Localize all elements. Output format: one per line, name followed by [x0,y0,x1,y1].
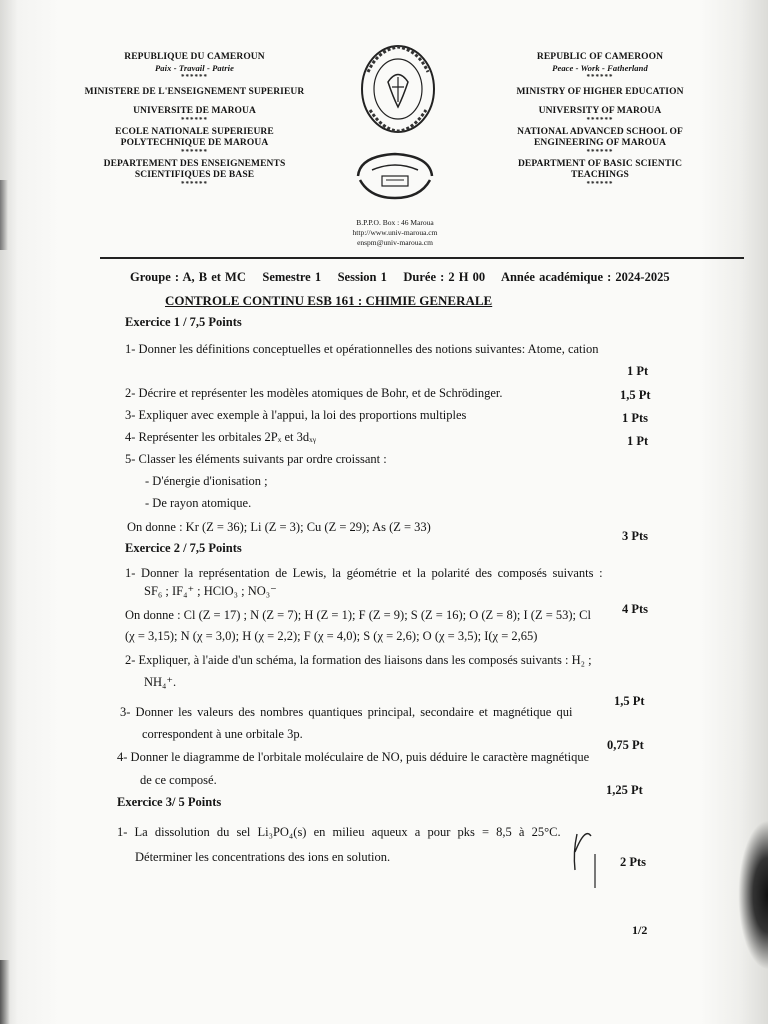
header-divider [100,257,744,259]
ministry-en: MINISTRY OF HIGHER EDUCATION [516,87,684,97]
motto-en: Peace - Work - Fatherland [552,63,648,73]
ex2-q2-cont: NH₄⁺. [144,675,177,689]
ex1-question-2: 2- Décrire et représenter les modèles atomiques de Bohr, et de Schrödinger. [125,386,503,400]
stars: ****** [586,148,614,156]
school-en-line1: NATIONAL ADVANCED SCHOOL OF [517,127,683,137]
website: http://www.univ-maroua.cm [352,228,438,237]
stars: ****** [181,116,208,124]
stars: ****** [586,73,614,81]
po-box: B.P.P.O. Box : 46 Maroua [356,218,434,227]
header-left [72,52,317,188]
dept-fr-line2: SCIENTIFIQUES DE BASE [134,170,255,180]
university-seal-logo [358,42,438,137]
ex2-q3-points: 0,75 Pt [607,738,644,752]
exercise-1-heading: Exercice 1 / 7,5 Points [125,315,242,329]
email: enspm@univ-maroua.cm [357,238,433,247]
stars: ****** [181,180,208,188]
exam-title: CONTROLE CONTINU ESB 161 : CHIMIE GENERALE [165,293,493,308]
ex1-question-3: 3- Expliquer avec exemple à l'appui, la loi des proportions multiples [125,408,467,422]
scan-shadow [738,820,768,970]
scan-shadow [0,960,10,1024]
university-fr: UNIVERSITE DE MAROUA [133,106,256,116]
ex3-question-1: 1- La dissolution du sel Li₃PO₄(s) en milieu aqueux a pour pks = 8,5 à 25°C. [117,825,561,839]
ministry-fr: MINISTERE DE L'ENSEIGNEMENT SUPERIEUR [84,87,305,97]
exam-info-line: Groupe : A, B et MC Semestre 1 Session 1 Durée : 2 H 00 Année académique : 2024-2025 [130,270,670,284]
school-fr-line1: ECOLE NATIONALE SUPERIEURE [115,127,274,137]
handwritten-mark [565,822,605,892]
country-fr: REPUBLIQUE DU CAMEROUN [124,52,265,62]
ex1-q1-points: 1 Pt [627,364,649,378]
ex1-question-4: 4- Représenter les orbitales 2Pₓ et 3dₓᵧ [125,430,317,444]
motto-fr: Paix - Travail - Patrie [155,63,234,73]
ex2-q1-points: 4 Pts [622,602,649,616]
ex1-given-data: On donne : Kr (Z = 36); Li (Z = 3); Cu (Z = 29); As (Z = 33) [127,520,431,534]
exercise-3-heading: Exercice 3/ 5 Points [117,795,222,809]
ex1-question-1: 1- Donner les définitions conceptuelles et opérationnelles des notions suivantes: Atome, cation [125,342,599,356]
exercise-2-heading: Exercice 2 / 7,5 Points [125,541,242,555]
school-en-line2: ENGINEERING OF MAROUA [533,138,667,148]
stars: ****** [181,148,208,156]
ex3-q1-points: 2 Pts [620,855,647,869]
ex2-q3-cont: correspondent à une orbitale 3p. [142,727,303,741]
dept-en-line2: TEACHINGS [571,170,629,180]
ex1-q5-item-b: - De rayon atomique. [145,496,252,510]
ex2-q4-cont: de ce composé. [140,773,217,787]
ex2-question-3: 3- Donner les valeurs des nombres quantiques principal, secondaire et magnétique qui [120,705,573,719]
ex2-q2-points: 1,5 Pt [614,694,645,708]
school-fr-line2: POLYTECHNIQUE DE MAROUA [120,138,269,148]
ex3-q1-cont: Déterminer les concentrations des ions en solution. [135,850,391,864]
ex1-q5-item-a: - D'énergie d'ionisation ; [145,474,268,488]
ex1-q4-points: 1 Pt [627,434,649,448]
stars: ****** [586,116,614,124]
ex1-q3-points: 1 Pts [622,411,649,425]
ex2-question-2: 2- Expliquer, à l'aide d'un schéma, la formation des liaisons dans les composés suivants : H₂ ; [125,653,592,667]
ex1-q5-points: 3 Pts [622,529,649,543]
header-right [485,52,715,188]
ex2-q1-compounds: SF₆ ; IF₄⁺ ; HClO₃ ; NO₃⁻ [144,584,277,598]
ex1-q2-points: 1,5 Pt [620,388,651,402]
stars: ****** [181,73,208,81]
address-block [320,218,470,248]
ex1-question-5: 5- Classer les éléments suivants par ordre croissant : [125,452,387,466]
scan-shadow [0,180,8,250]
dept-en-line1: DEPARTMENT OF BASIC SCIENTIC [517,159,683,169]
ex2-question-4: 4- Donner le diagramme de l'orbitale moléculaire de NO, puis déduire le caractère magnétique [117,750,590,764]
ex2-given-line2: (χ = 3,15); N (χ = 3,0); H (χ = 2,2); F (χ = 4,0); S (χ = 2,6); O (χ = 3,5); I(χ = 2,65) [125,629,538,643]
ex2-q4-points: 1,25 Pt [606,783,643,797]
ex2-given-line1: On donne : Cl (Z = 17) ; N (Z = 7); H (Z = 1); F (Z = 9); S (Z = 16); O (Z = 8); I (Z = 53); Cl [125,608,591,622]
university-en: UNIVERSITY OF MAROUA [538,106,662,116]
stars: ****** [586,180,614,188]
school-logo [350,150,440,202]
country-en: REPUBLIC OF CAMEROON [536,52,664,62]
page-number: 1/2 [632,923,648,937]
dept-fr-line1: DEPARTEMENT DES ENSEIGNEMENTS [103,159,286,169]
ex2-question-1: 1- Donner la représentation de Lewis, la géométrie et la polarité des composés suivants : [125,566,603,580]
